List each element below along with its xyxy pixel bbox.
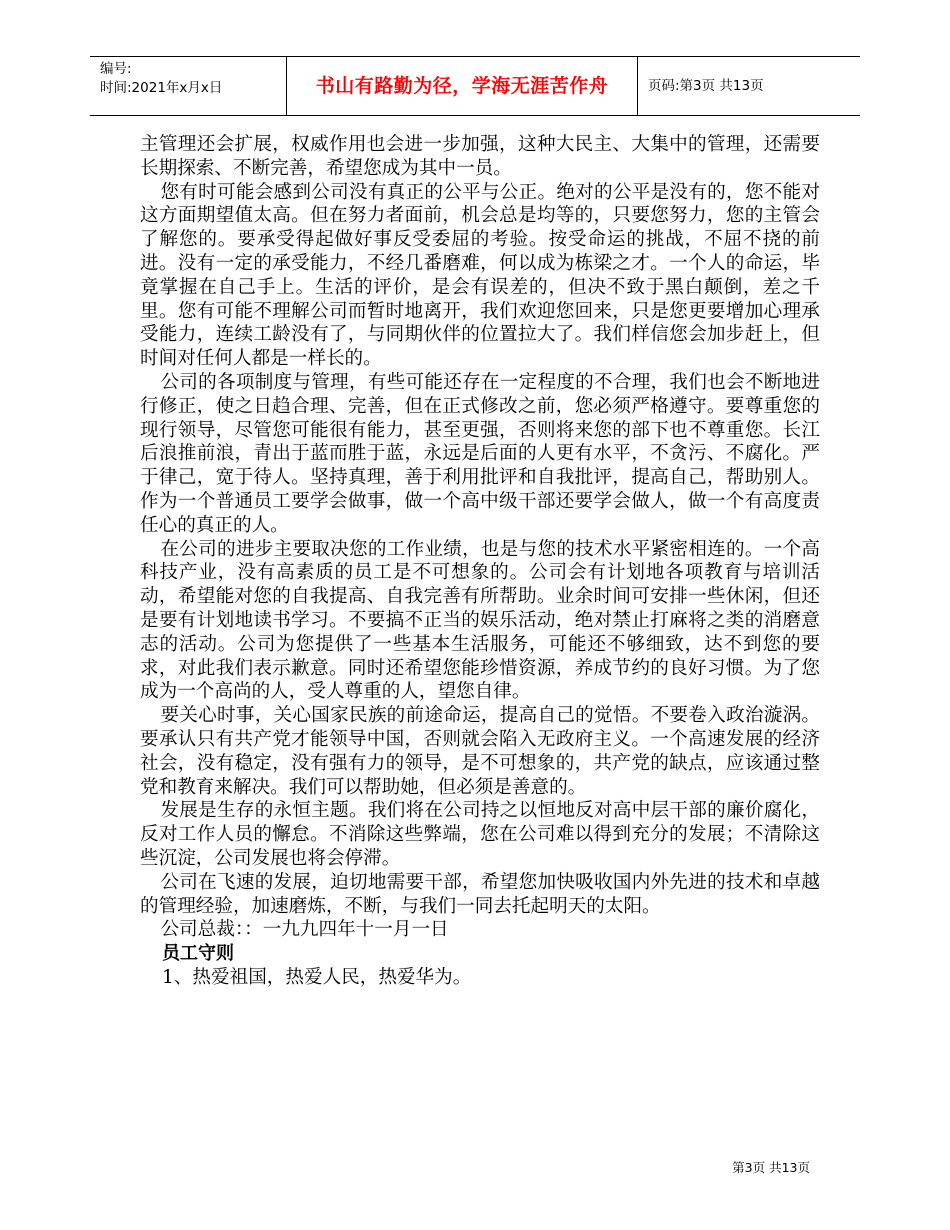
paragraph: 您有时可能会感到公司没有真正的公平与公正。绝对的公平是没有的，您不能对这方面期望值太高。但在努力者面前，机会总是均等的，只要您努力，您的主管会了解您的。要承受得起做好事反受委屈的考验。按受命运的挑战，不屈不挠的前进。没有一定的承受能力，不经几番磨难，何以成为栋梁之才。一个人的命运，毕竟掌握在自己手上。生活的评价，是会有误差的，但决不致于黑白颠倒，差之千里。您有可能不理解公司而暂时地离开，我们欢迎您回来，只是您更要增加心理承受能力，连续工龄没有了，与同期伙伴的位置拉大了。我们样信您会加步赶上，但时间对任何人都是一样长的。: [140, 181, 820, 370]
paragraph: 主管理还会扩展，权威作用也会进一步加强，这种大民主、大集中的管理，还需要长期探索、不断完善，希望您成为其中一员。: [140, 134, 820, 179]
paragraph: 在公司的进步主要取决您的工作业绩，也是与您的技术水平紧密相连的。一个高科技产业，没有高素质的员工是不可想象的。公司会有计划地各项教育与培训活动，希望能对您的自我提高、自我完善有所帮助。业余时间可安排一些休闲，但还是要有计划地读书学习。不要搞不正当的娱乐活动，绝对禁止打麻将之类的消磨意志的活动。公司为您提供了一些基本生活服务，可能还不够细致，达不到您的要求，对此我们表示歉意。同时还希望您能珍惜资源，养成节约的良好习惯。为了您成为一个高尚的人，受人尊重的人，望您自律。: [140, 538, 820, 703]
paragraph: 要关心时事，关心国家民族的前途命运，提高自己的觉悟。不要卷入政治漩涡。要承认只有共产党才能领导中国，否则就会陷入无政府主义。一个高速发展的经济社会，没有稳定，没有强有力的领导，是不可想象的，共产党的缺点，应该通过整党和教育来解决。我们可以帮助她，但必须是善意的。: [140, 705, 820, 798]
rule-item: 1、热爱祖国，热爱人民，热爱华为。: [162, 966, 472, 988]
document-body: [140, 133, 820, 990]
paragraph: 公司的各项制度与管理，有些可能还存在一定程度的不合理，我们也会不断地进行修正，使之日趋合理、完善，但在正式修改之前，您必须严格遵守。要尊重您的现行领导，尽管您可能很有能力，甚至更强，否则将来您的部下也不尊重您。长江后浪推前浪，青出于蓝而胜于蓝，永远是后面的人更有水平，不贪污、不腐化。严于律己，宽于待人。坚持真理，善于利用批评和自我批评，提高自己，帮助别人。作为一个普通员工要学会做事，做一个高中级干部还要学会做人，做一个有高度责任心的真正的人。: [140, 371, 820, 536]
page-header: [90, 56, 860, 116]
paragraph: 公司在飞速的发展，迫切地需要干部，希望您加快吸收国内外先进的技术和卓越的管理经验，加速磨炼，不断，与我们一同去托起明天的太阳。: [140, 871, 820, 917]
signature-line: 公司总裁：：一九九四年十一月一日: [160, 919, 449, 941]
page-footer: 第3页 共13页: [732, 1160, 810, 1175]
header-time-label: 时间:2021年x月x日: [100, 80, 223, 96]
paragraph: 发展是生存的永恒主题。我们将在公司持之以恒地反对高中层干部的廉价腐化，反对工作人员的懈怠。不消除这些弊端，您在公司难以得到充分的发展；不清除这些沉淀，公司发展也将会停滞。: [140, 800, 820, 869]
section-title: 员工守则: [162, 943, 234, 965]
header-motto: 书山有路勤为径，学海无涯苦作舟: [286, 57, 638, 115]
header-number-label: 编号:: [100, 61, 132, 77]
header-meta-cell: [90, 57, 286, 115]
header-page-info: 页码:第3页 共13页: [648, 78, 764, 94]
